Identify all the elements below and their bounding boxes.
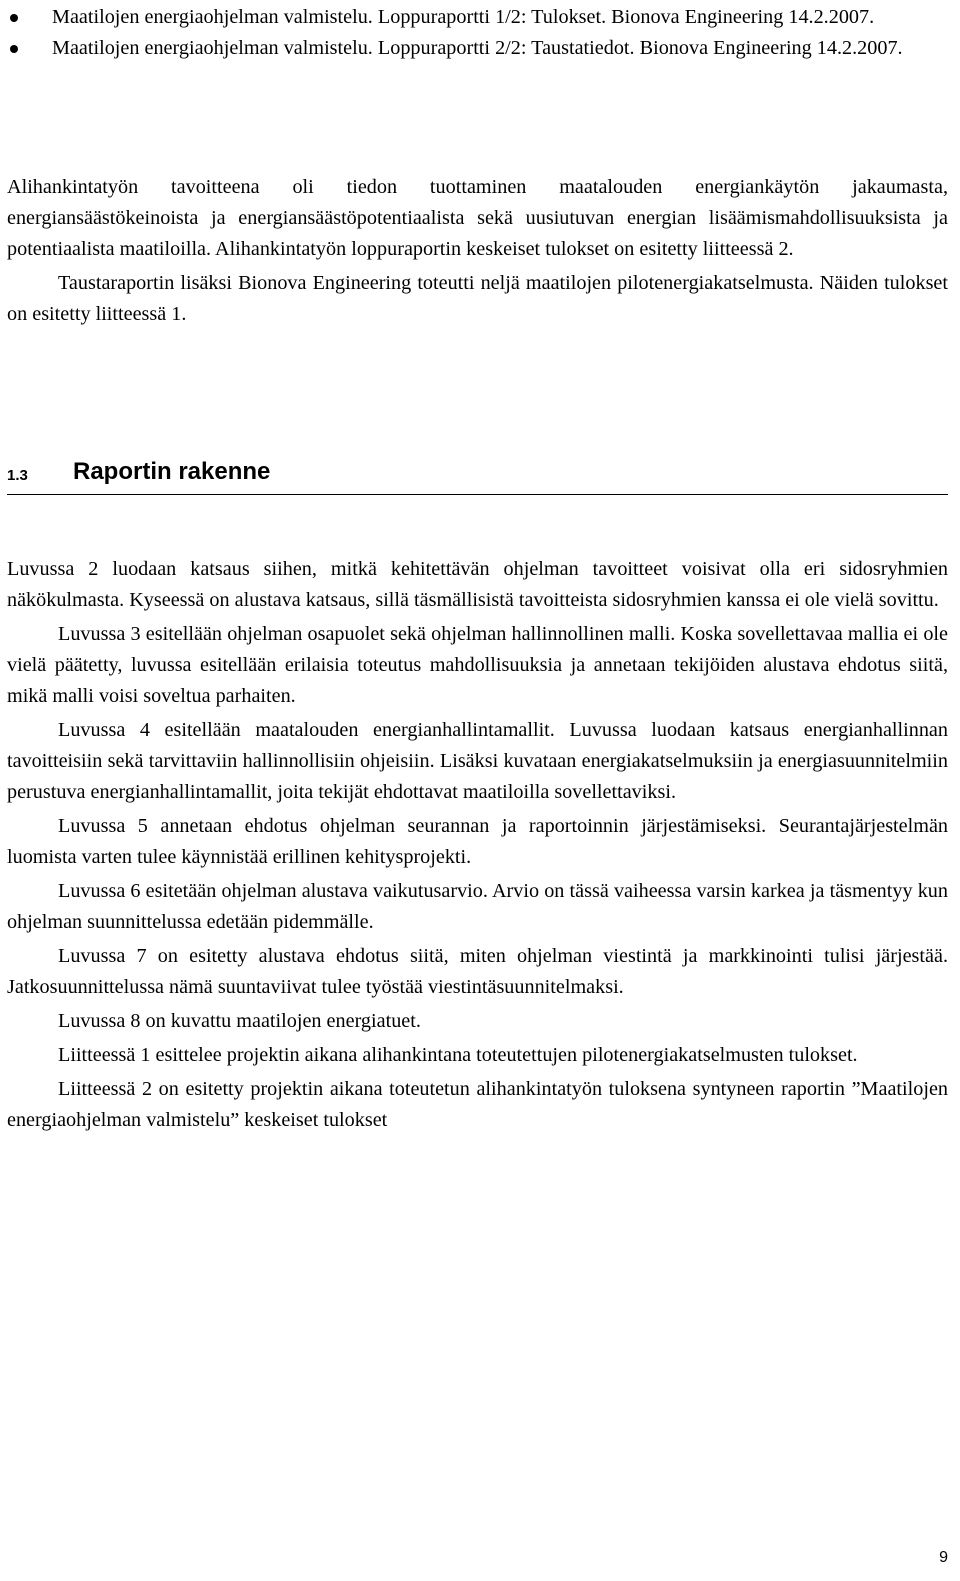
page-number: 9 [939, 1549, 948, 1566]
reference-item [0, 2, 948, 33]
body-paragraph: Luvussa 5 annetaan ehdotus ohjelman seurannan ja raportoinnin järjestämiseksi. Seurantajärjestelmän luomista varten tulee käynnistää erillinen kehitysprojekti. [7, 815, 948, 868]
body-paragraph: Luvussa 7 on esitetty alustava ehdotus siitä, miten ohjelman viestintä ja markkinointi tulisi järjestää. Jatkosuunnittelussa nämä suuntaviivat tulee työstää viestintäsuunnitelmaksi. [7, 945, 948, 998]
body-paragraph: Luvussa 6 esitetään ohjelman alustava vaikutusarvio. Arvio on tässä vaiheessa varsin karkea ja täsmentyy kun ohjelman suunnittelussa edetään pidemmälle. [7, 880, 948, 933]
reference-text: Maatilojen energiaohjelman valmistelu. Loppuraportti 2/2: Taustatiedot. Bionova Engineering 14.2.2007. [52, 37, 903, 59]
reference-text: Maatilojen energiaohjelman valmistelu. Loppuraportti 1/2: Tulokset. Bionova Engineering 14.2.2007. [52, 6, 875, 28]
reference-item [0, 33, 948, 64]
body-paragraph: Liitteessä 1 esittelee projektin aikana alihankintana toteutettujen pilotenergiakatselmusten tulokset. [58, 1044, 858, 1066]
body-paragraph: Liitteessä 2 on esitetty projektin aikana toteutetun alihankintatyön tuloksena syntyneen raportin ”Maatilojen energiaohjelman valmistelu” keskeiset tulokset [7, 1078, 948, 1131]
intro-paragraph: Alihankintatyön tavoitteena oli tiedon tuottaminen maatalouden energiankäytön jakaumasta, energiansäästökeinoista ja energiansäästöpotentiaalista sekä uusiutuvan energian lisäämismahdollisuuksista ja potentiaalista maatiloilla. Alihankintatyön loppuraportin keskeiset tulokset on esitetty liitteessä 2. [7, 176, 948, 260]
section-heading [7, 458, 948, 495]
body-paragraph: Luvussa 3 esitellään ohjelman osapuolet sekä ohjelman hallinnollinen malli. Koska sovellettavaa mallia ei ole vielä päätetty, luvussa esitellään erilaisia toteutus mahdollisuuksia ja annetaan tekijöiden alustava ehdotus siitä, mikä malli voisi soveltua parhaiten. [7, 623, 948, 707]
body-paragraph: Luvussa 8 on kuvattu maatilojen energiatuet. [58, 1010, 421, 1032]
body-paragraph: Luvussa 4 esitellään maatalouden energianhallintamallit. Luvussa luodaan katsaus energianhallinnan tavoitteisiin sekä tarvittaviin hallinnollisiin ohjeisiin. Lisäksi kuvataan energiakatselmuksiin ja energiasuunnitelmiin perustuva energianhallintamallit, joita tekijät ehdottavat maatiloilla sovellettaviksi. [7, 719, 948, 803]
intro-paragraph: Taustaraportin lisäksi Bionova Engineering toteutti neljä maatilojen pilotenergiakatselmusta. Näiden tulokset on esitetty liitteessä 1. [7, 272, 948, 325]
section-body [7, 554, 948, 1136]
bullet-icon [10, 45, 18, 53]
reference-list [0, 2, 948, 64]
intro-text [7, 172, 948, 330]
section-title: Raportin rakenne [73, 458, 271, 485]
body-paragraph: Luvussa 2 luodaan katsaus siihen, mitkä kehitettävän ohjelman tavoitteet voisivat olla eri sidosryhmien näkökulmasta. Kyseessä on alustava katsaus, sillä täsmällisistä tavoitteista sidosryhmien kanssa ei ole vielä sovittu. [7, 558, 948, 611]
bullet-icon [10, 14, 18, 22]
section-number: 1.3 [7, 467, 28, 484]
